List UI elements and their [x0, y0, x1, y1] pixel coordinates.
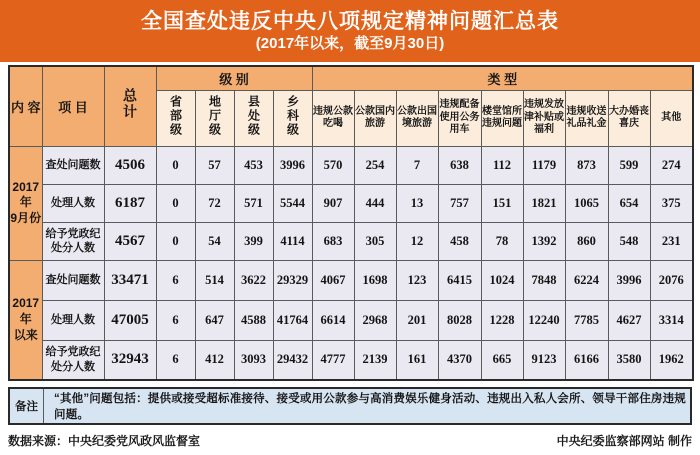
value-cell: 444 — [354, 184, 396, 222]
period-cell-september — [9, 146, 42, 260]
header-total-label: 总计 — [122, 87, 138, 120]
value-cell: 9123 — [523, 340, 565, 380]
value-cell: 123 — [396, 260, 438, 300]
period-line: 2017年 — [12, 296, 40, 326]
value-cell: 3622 — [234, 260, 273, 300]
level-header-township — [273, 90, 312, 146]
row-label-cell: 查处问题数 — [42, 260, 104, 300]
value-cell: 4370 — [438, 340, 481, 380]
value-cell: 1228 — [481, 300, 523, 340]
period-line: 2017年 — [12, 179, 40, 210]
value-cell: 514 — [195, 260, 234, 300]
value-cell: 647 — [195, 300, 234, 340]
value-cell: 1698 — [354, 260, 396, 300]
footer — [8, 425, 692, 455]
value-cell: 570 — [312, 146, 354, 184]
value-cell: 12 — [396, 222, 438, 260]
value-cell: 412 — [195, 340, 234, 380]
total-cell: 47005 — [104, 300, 156, 340]
header-project: 项 目 — [42, 66, 104, 146]
value-cell: 0 — [156, 222, 195, 260]
value-cell: 638 — [438, 146, 481, 184]
value-cell: 6614 — [312, 300, 354, 340]
value-cell: 4588 — [234, 300, 273, 340]
value-cell: 1065 — [565, 184, 608, 222]
value-cell: 7 — [396, 146, 438, 184]
value-cell: 254 — [354, 146, 396, 184]
level-header-township-label: 乡科级 — [285, 94, 300, 137]
value-cell: 54 — [195, 222, 234, 260]
value-cell: 458 — [438, 222, 481, 260]
value-cell: 201 — [396, 300, 438, 340]
total-cell: 6187 — [104, 184, 156, 222]
total-cell: 4506 — [104, 146, 156, 184]
value-cell: 599 — [608, 146, 650, 184]
value-cell: 3996 — [273, 146, 312, 184]
credit-text: 中央纪委监察部网站 制作 — [556, 433, 692, 448]
total-cell: 33471 — [104, 260, 156, 300]
value-cell: 0 — [156, 184, 195, 222]
value-cell: 112 — [481, 146, 523, 184]
total-cell: 32943 — [104, 340, 156, 380]
page-subtitle: (2017年以来，截至9月30日) — [255, 35, 445, 53]
period-cell-since-2017 — [9, 260, 42, 380]
type-header-buildings: 楼堂馆所违规问题 — [481, 90, 523, 146]
value-cell: 6 — [156, 260, 195, 300]
type-header-domestic-travel: 公款国内旅游 — [354, 90, 396, 146]
value-cell: 2968 — [354, 300, 396, 340]
value-cell: 12240 — [523, 300, 565, 340]
page-title: 全国查处违反中央八项规定精神问题汇总表 — [141, 10, 559, 33]
value-cell: 757 — [438, 184, 481, 222]
level-header-county-label: 县处级 — [246, 94, 261, 137]
row-label-cell: 给予党政纪处分人数 — [42, 222, 104, 260]
level-header-province-label: 省部级 — [168, 94, 183, 137]
type-header-other: 其他 — [650, 90, 693, 146]
row-label-cell: 处理人数 — [42, 300, 104, 340]
value-cell: 7848 — [523, 260, 565, 300]
value-cell: 78 — [481, 222, 523, 260]
value-cell: 8028 — [438, 300, 481, 340]
value-cell: 683 — [312, 222, 354, 260]
value-cell: 274 — [650, 146, 693, 184]
value-cell: 2139 — [354, 340, 396, 380]
value-cell: 6 — [156, 340, 195, 380]
value-cell: 41764 — [273, 300, 312, 340]
value-cell: 860 — [565, 222, 608, 260]
value-cell: 4777 — [312, 340, 354, 380]
total-cell: 4567 — [104, 222, 156, 260]
header-content: 内 容 — [9, 66, 42, 146]
value-cell: 1962 — [650, 340, 693, 380]
value-cell: 907 — [312, 184, 354, 222]
value-cell: 1821 — [523, 184, 565, 222]
value-cell: 161 — [396, 340, 438, 380]
value-cell: 571 — [234, 184, 273, 222]
value-cell: 0 — [156, 146, 195, 184]
value-cell: 7785 — [565, 300, 608, 340]
value-cell: 6166 — [565, 340, 608, 380]
level-header-prefecture — [195, 90, 234, 146]
value-cell: 5544 — [273, 184, 312, 222]
value-cell: 72 — [195, 184, 234, 222]
level-header-province — [156, 90, 195, 146]
summary-table — [8, 65, 694, 381]
value-cell: 13 — [396, 184, 438, 222]
value-cell: 3314 — [650, 300, 693, 340]
value-cell: 29329 — [273, 260, 312, 300]
value-cell: 654 — [608, 184, 650, 222]
period-line: 以来 — [13, 327, 38, 342]
type-header-overseas-travel: 公款出国境旅游 — [396, 90, 438, 146]
value-cell: 3580 — [608, 340, 650, 380]
value-cell: 2076 — [650, 260, 693, 300]
value-cell: 57 — [195, 146, 234, 184]
value-cell: 6 — [156, 300, 195, 340]
value-cell: 6224 — [565, 260, 608, 300]
level-header-county — [234, 90, 273, 146]
value-cell: 1179 — [523, 146, 565, 184]
header-level-group: 级 别 — [156, 66, 312, 90]
value-cell: 1024 — [481, 260, 523, 300]
value-cell: 4067 — [312, 260, 354, 300]
header-total — [104, 66, 156, 146]
type-header-official-cars: 违规配备使用公务用车 — [438, 90, 481, 146]
row-label-cell: 查处问题数 — [42, 146, 104, 184]
value-cell: 665 — [481, 340, 523, 380]
summary-table-wrap — [8, 65, 692, 381]
data-source-text: 数据来源：中央纪委党风政风监督室 — [8, 433, 201, 448]
value-cell: 29432 — [273, 340, 312, 380]
value-cell: 548 — [608, 222, 650, 260]
value-cell: 399 — [234, 222, 273, 260]
period-line: 9月份 — [10, 210, 42, 225]
row-label-cell: 给予党政纪处分人数 — [42, 340, 104, 380]
type-header-gifts: 违规收送礼品礼金 — [565, 90, 608, 146]
value-cell: 231 — [650, 222, 693, 260]
value-cell: 453 — [234, 146, 273, 184]
header-type-group: 类 型 — [312, 66, 693, 90]
title-band — [0, 0, 700, 62]
value-cell: 1392 — [523, 222, 565, 260]
row-label-cell: 处理人数 — [42, 184, 104, 222]
type-header-weddings: 大办婚丧喜庆 — [608, 90, 650, 146]
value-cell: 375 — [650, 184, 693, 222]
value-cell: 305 — [354, 222, 396, 260]
value-cell: 3996 — [608, 260, 650, 300]
value-cell: 3093 — [234, 340, 273, 380]
type-header-allowances: 违规发放津补贴或福利 — [523, 90, 565, 146]
value-cell: 4627 — [608, 300, 650, 340]
note-label: 备注 — [10, 389, 44, 423]
value-cell: 4114 — [273, 222, 312, 260]
level-header-prefecture-label: 地厅级 — [207, 94, 222, 137]
value-cell: 6415 — [438, 260, 481, 300]
value-cell: 873 — [565, 146, 608, 184]
note-text: “其他”问题包括：提供或接受超标准接待、接受或用公款参与高消费娱乐健身活动、违规出入私人会所、领导干部住房违规问题。 — [54, 393, 686, 421]
value-cell: 151 — [481, 184, 523, 222]
type-header-dining: 违规公款吃喝 — [312, 90, 354, 146]
note-row — [8, 387, 692, 425]
